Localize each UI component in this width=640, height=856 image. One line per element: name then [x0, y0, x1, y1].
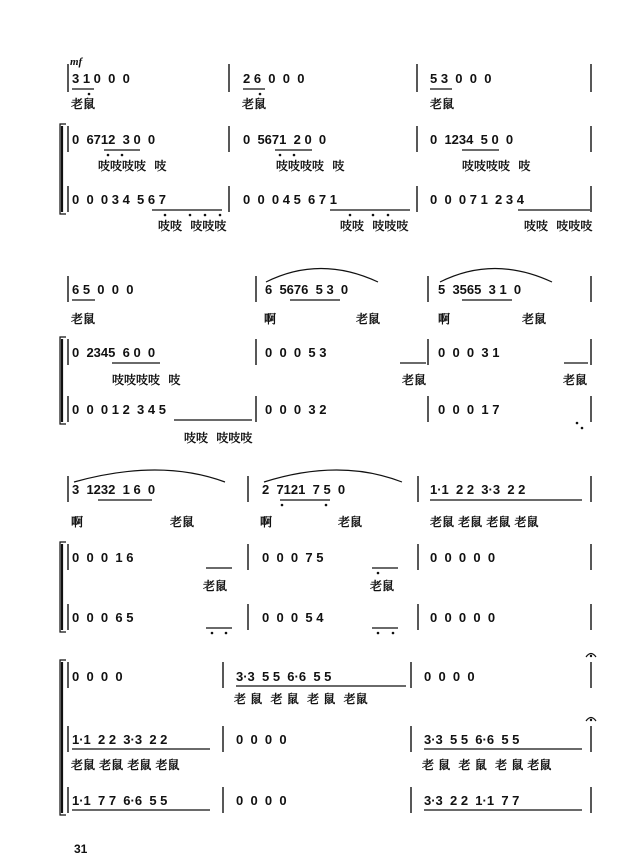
note-group: 0 0 0 0 0	[430, 610, 496, 625]
lyric: 老鼠	[402, 373, 427, 387]
lyric: 老 鼠 老 鼠 老 鼠 老鼠	[422, 758, 552, 772]
lyric: 老鼠 老鼠 老鼠 老鼠	[430, 515, 539, 529]
note-group: 0 0 0 0 0	[430, 550, 496, 565]
slur	[74, 470, 225, 482]
note-group: 0 1234 5 0 0	[430, 132, 514, 147]
lyric: 吱吱 吱吱吱	[158, 219, 227, 233]
note-group: 2 6 0 0 0	[243, 71, 305, 86]
note-group: 2 7121 7 5 0	[262, 482, 346, 497]
lyric: 吱吱吱吱 吱	[462, 159, 531, 173]
note-group: 0 0 0 3 1	[438, 345, 500, 360]
note-group: 0 0 0 0	[72, 669, 123, 684]
lyric: 老鼠	[356, 312, 381, 326]
lyric: 吱吱 吱吱吱	[184, 431, 253, 445]
lyric: 老鼠	[430, 97, 455, 111]
lyric: 吱吱吱吱 吱	[112, 373, 181, 387]
lyric: 吱吱 吱吱吱	[524, 219, 593, 233]
note-group: 0 0 0 5 4	[262, 610, 324, 625]
note-group: 3 1 0 0 0	[72, 71, 130, 86]
lyric: 老鼠	[563, 373, 588, 387]
lyric: 老鼠	[71, 312, 96, 326]
lyric: 老鼠	[370, 579, 395, 593]
lyric: 吱吱吱吱 吱	[98, 159, 167, 173]
lyric: 啊	[71, 515, 84, 529]
note-group: 0 0 0 3 2	[265, 402, 327, 417]
lyric: 老鼠	[170, 515, 195, 529]
lyric: 啊	[264, 312, 277, 326]
note-group: 5 3565 3 1 0	[438, 282, 522, 297]
page-number: 31	[74, 842, 88, 856]
note-group: 5 3 0 0 0	[430, 71, 492, 86]
note-group: 0 2345 6 0 0	[72, 345, 156, 360]
note-group: 3·3 5 5 6·6 5 5	[424, 732, 520, 747]
note-group: 0 0 0 7 5	[262, 550, 324, 565]
note-group: 1·1 2 2 3·3 2 2	[72, 732, 168, 747]
slur	[264, 470, 402, 482]
lyric: 啊	[260, 515, 273, 529]
note-group: 1·1 7 7 6·6 5 5	[72, 793, 168, 808]
note-group: 0 0 0 7 1 2 3 4	[430, 192, 524, 207]
lyric: 老鼠	[338, 515, 363, 529]
dynamic-marking: mf	[70, 56, 83, 68]
note-group: 3·3 2 2 1·1 7 7	[424, 793, 520, 808]
slur	[266, 269, 378, 283]
lyric: 吱吱吱吱 吱	[276, 159, 345, 173]
lyric: 老鼠	[522, 312, 547, 326]
note-group: 0 0 0 0	[236, 793, 287, 808]
lyric: 老鼠	[242, 97, 267, 111]
note-group: 0 0 0 1 2 3 4 5	[72, 402, 166, 417]
lyric: 老鼠 老鼠 老鼠 老鼠	[71, 758, 180, 772]
note-group: 1·1 2 2 3·3 2 2	[430, 482, 526, 497]
note-group: 0 0 0 6 5	[72, 610, 134, 625]
note-group: 0 0 0 0	[236, 732, 287, 747]
lyric: 老鼠	[71, 97, 96, 111]
lyric: 吱吱 吱吱吱	[340, 219, 409, 233]
note-group: 0 0 0 3 4 5 6 7	[72, 192, 166, 207]
slur	[440, 269, 552, 283]
lyric: 老鼠	[203, 579, 228, 593]
note-group: 3·3 5 5 6·6 5 5	[236, 669, 332, 684]
lyric: 老 鼠 老 鼠 老 鼠 老鼠	[234, 692, 368, 706]
note-group: 6 5 0 0 0	[72, 282, 134, 297]
note-group: 0 6712 3 0 0	[72, 132, 156, 147]
note-group: 0 0 0 5 3	[265, 345, 327, 360]
note-group: 0 0 0 0	[424, 669, 475, 684]
note-group: 3 1232 1 6 0	[72, 482, 156, 497]
note-group: 0 0 0 1 7	[438, 402, 500, 417]
lyric: 啊	[438, 312, 451, 326]
note-group: 0 5671 2 0 0	[243, 132, 327, 147]
note-group: 6 5676 5 3 0	[265, 282, 349, 297]
note-group: 0 0 0 1 6	[72, 550, 134, 565]
note-group: 0 0 0 4 5 6 7 1	[243, 192, 337, 207]
